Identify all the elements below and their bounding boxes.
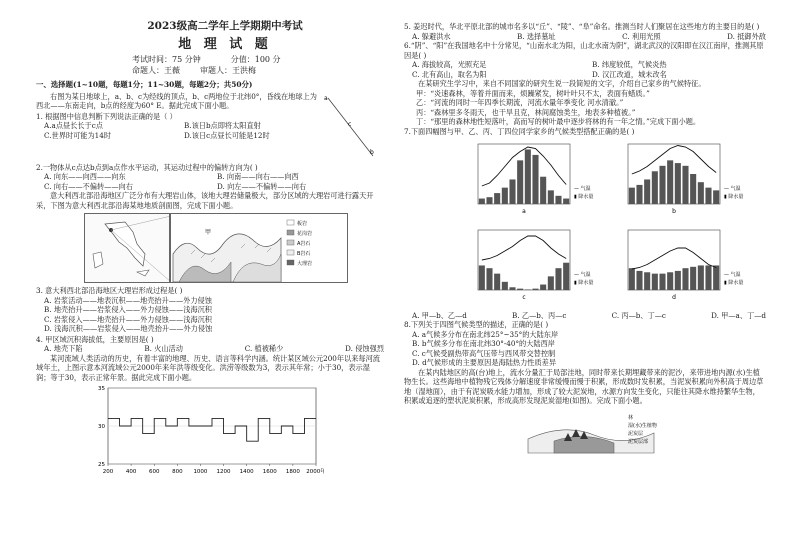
left-column [36, 20, 384, 479]
quote: 乙：“河流的同时一年四季长期流，河流水量年季变化 河水清澈。” [416, 98, 624, 107]
option[interactable]: C. 利用光照 [622, 31, 661, 41]
question-5-options [404, 32, 766, 42]
x-tick-label: 1400 [239, 469, 254, 476]
panel-label: b [672, 208, 676, 215]
legend-temperature: — 气温 [574, 272, 591, 278]
flood-level-chart [88, 384, 324, 476]
question-7-options [404, 311, 766, 321]
exam-title: 2023级高二学年上学期期中考试 [147, 20, 303, 32]
quote: 丁：“那里的森林地性短落叶，高而写的树叶最中逐步将林的有一年之情。”完成下面小题。 [416, 117, 701, 126]
precipitation-bar [532, 155, 538, 204]
option[interactable]: B. 选择墓址 [517, 31, 556, 41]
precipitation-bar [659, 274, 665, 290]
precipitation-bar [705, 188, 711, 204]
exam-score: 分值：100 分 [230, 55, 281, 65]
precipitation-bar [486, 197, 492, 204]
right-column [404, 22, 766, 457]
precipitation-bar [675, 271, 681, 290]
option[interactable]: B. 火山活动 [144, 344, 183, 354]
precipitation-bar [555, 196, 561, 204]
precipitation-bar [532, 289, 538, 290]
option[interactable]: A. 甲—b、乙—d [412, 310, 467, 320]
option[interactable]: C.世界时可能为14时 [44, 130, 111, 140]
exam-authors [132, 66, 384, 77]
option[interactable]: D. d气候形成的主要原因是海陆热力性质差异 [412, 358, 557, 367]
question-4-options [36, 344, 384, 354]
precipitation-bar [675, 163, 681, 204]
option[interactable]: B. b气候多分布在南北纬30°-40°的大陆西岸 [412, 339, 555, 348]
flood-series-line [108, 419, 316, 442]
question-6: 6.“阴”、“阳”在我国地名中十分常见，“山南水北为阳，山北水南为阴”，湖北武汉的汉阳即在汉江南岸，推测其原因是( ) [404, 41, 764, 60]
option[interactable]: B. 地壳抬升——岩浆侵入——外力侵蚀——浅海沉积 [44, 305, 212, 315]
climate-panel [478, 230, 593, 301]
precipitation-bar [667, 160, 673, 204]
question-2: 2.一物体从c点达b点到a点作水平运动，其运动过程中的偏转方向为( ) [36, 162, 258, 172]
geologic-section [170, 213, 348, 283]
question-3-options [36, 296, 384, 334]
precipitation-bar [525, 289, 531, 290]
precipitation-bar [636, 271, 642, 290]
precipitation-bar [502, 282, 508, 290]
precipitation-bar [555, 268, 561, 290]
geology-figure [84, 213, 348, 283]
wetland-label: 林 [628, 414, 634, 421]
precipitation-bar [494, 274, 500, 290]
section-heading: 一、选择题(1~10题，每题1分；11~30题，每题2分；共50分) [36, 80, 253, 90]
precipitation-bar [713, 190, 719, 204]
option[interactable]: B. 向南——向右——向西 [217, 172, 299, 182]
question-8: 8.下列关于四图气候类型的描述，正确的是( ) [404, 320, 549, 329]
option[interactable]: D. 浅海沉积——岩浆侵入——地壳抬升——外力侵蚀 [44, 324, 213, 334]
student-quotes [404, 89, 766, 127]
x-tick-label: 1600 [262, 469, 277, 476]
x-tick-label: 1800 [285, 469, 300, 476]
climate-panel [478, 144, 593, 215]
legend-label: A岩石 [297, 241, 311, 248]
precipitation-bar [494, 193, 500, 204]
quote: 甲：“炎速森林，等着并面而来，烦躁紧发，树叶叶只不太，表面有蜡质。” [416, 88, 650, 98]
option[interactable]: C. 向右——不偏转——向右 [44, 181, 133, 191]
option[interactable]: A. 海拔较高，光照充足 [412, 60, 487, 69]
quote: 丙：“森林里多冬雨天，也干旱且克，林间腐蚀类生，地表多种植被。” [416, 107, 636, 117]
climate-charts [460, 138, 760, 308]
option[interactable]: B.该日b点即将太阳直射 [184, 121, 261, 131]
wetland-label: 泥炭层 [628, 430, 644, 437]
panel-label: a [522, 208, 526, 215]
x-tick-label: 800 [172, 469, 183, 476]
precipitation-bar [548, 190, 554, 204]
option[interactable]: D. 向左——不偏转——向右 [217, 181, 307, 191]
option[interactable]: C. 植被稀少 [244, 344, 284, 354]
precipitation-bar [713, 265, 719, 290]
question-3: 3. 意大利西北部沿海地区大理岩形成过程是( ) [36, 286, 183, 296]
x-tick-label: 2000年 [306, 469, 324, 476]
exam-meta [132, 55, 384, 66]
option[interactable]: C. 北有高山，取名为阳 [412, 69, 487, 79]
precipitation-bar [652, 274, 658, 290]
legend-precipitation: ▮ 降水量 [574, 194, 594, 200]
option[interactable]: A.a点昼长长于c点 [44, 121, 103, 131]
intro-paragraph: 右图为某日地球上，a、b、c为经线的顶点，b、c两地位于北纬0°，昏线在地球上为西北——东南走向，b点的经度为60° E。据此完成下面小题。 [36, 91, 317, 111]
precipitation-bar [540, 177, 546, 204]
legend-precipitation: ▮ 降水量 [724, 280, 744, 286]
precipitation-bar [540, 285, 546, 290]
precipitation-bar [563, 263, 569, 290]
wetland-label: 泥炭层部 [628, 438, 649, 445]
question-1: 1. 根据图中信息判断下列说法正确的是（ ） [36, 111, 177, 121]
svg-text:b: b [370, 148, 374, 156]
legend-label: 花岗岩 [297, 231, 313, 238]
precipitation-bar [690, 174, 696, 204]
precipitation-bar [644, 272, 650, 290]
exam-time: 考试时间：75 分钟 [132, 55, 201, 65]
precipitation-bar [690, 267, 696, 290]
legend-label: 板岩 [297, 221, 308, 228]
option[interactable]: D. 侵蚀强烈 [345, 344, 384, 354]
question-2-options [36, 172, 384, 191]
precipitation-bar [525, 149, 531, 204]
question-1-options [36, 121, 318, 140]
question-7: 7.下面四幅图与甲、乙、丙、丁四位同学家乡的气候类型搭配正确的是( ) [404, 126, 635, 136]
svg-text:甲: 甲 [205, 229, 212, 237]
legend-temperature: — 气温 [724, 186, 741, 192]
option[interactable]: C. c气候受副热带高气压带与西风带交替控制 [412, 348, 556, 358]
precipitation-bar [517, 289, 523, 290]
precipitation-bar [659, 166, 665, 204]
panel-label: d [672, 294, 676, 301]
precipitation-bar [682, 268, 688, 290]
option[interactable]: B. 纬度较低，气候炎热 [592, 60, 667, 69]
intro-paragraph: 在某内陆地区的高(台)地上，流水分量汇于局部洼地，同时带来长期埋藏带来的泥沙，来带进地内源(水)生植物生长。这些海地中植物残它残体分解速度非常缓慢而慢于积累，形成数时发积累，当泥炭积累向外积高于周边草地（湿地面），由于有泥炭吸水能力增加，形成了较大泥炭地，水源方向发生变化，只能往其降水维持繁华生物，积累或追逐的塑状泥炭积累，形成高形发现泥炭湿地(如图)。完成下面小题。 [404, 367, 764, 405]
precipitation-bar [502, 188, 508, 204]
panel-label: c [522, 294, 526, 301]
svg-text:c: c [348, 120, 352, 128]
climate-panel [628, 144, 743, 215]
question-6-options [404, 60, 766, 79]
italy-map [84, 213, 170, 283]
earth-line-figure [318, 92, 378, 162]
option[interactable]: C. 岩浆侵入——地壳抬升——外力侵蚀——浅海沉积 [44, 314, 212, 324]
option[interactable]: A. 躲避洪水 [412, 31, 451, 41]
x-tick-label: 400 [125, 469, 137, 476]
legend-label: 大理岩 [297, 261, 313, 268]
precipitation-bar [698, 265, 704, 290]
option[interactable]: A. a气候多分布在南北纬25°~35°的大陆东岸 [412, 329, 559, 339]
precipitation-bar [509, 287, 515, 290]
precipitation-bar [509, 179, 515, 204]
precipitation-bar [698, 182, 704, 204]
x-tick-label: 600 [148, 469, 160, 476]
legend-label: B岩石 [297, 251, 311, 258]
wetland-label: 湿(水)生植物 [628, 422, 657, 429]
svg-text:a: a [324, 94, 328, 102]
option[interactable]: D.该日c点昼长可能是12时 [184, 130, 270, 140]
x-tick-label: 1200 [216, 469, 231, 476]
precipitation-bar [479, 265, 485, 290]
precipitation-bar [636, 185, 642, 204]
legend-temperature: — 气温 [574, 186, 591, 192]
precipitation-bar [548, 276, 554, 290]
climate-panel [628, 230, 743, 301]
option[interactable]: A. 向东——向西——向东 [44, 172, 126, 182]
exam-reviewer: 审题人：王洪梅 [200, 65, 256, 75]
option[interactable]: D. 抵御外敌 [727, 31, 766, 41]
intro-paragraph: 某河流域人类活动的历史，有着丰富的地理、历史、语言等科学内涵。统计某区域公元200年以来每河流域年土，上图示意本河流域公元2000年来年洪等级变化。洪涝等级数为3，表示其年常；小于30，表示湿润；等于30，表示正常年景。据此完成下面小题。 [36, 353, 380, 382]
precipitation-bar [705, 265, 711, 290]
y-tick-label: 30 [98, 424, 105, 431]
option[interactable]: C. 丙—b、丁—c [611, 310, 666, 320]
precipitation-bar [629, 268, 635, 290]
precipitation-bar [644, 179, 650, 204]
y-tick-label: 35 [98, 386, 105, 393]
panel-frame [478, 144, 570, 204]
precipitation-bar [517, 160, 523, 204]
precipitation-bar [682, 166, 688, 204]
legend-temperature: — 气温 [724, 272, 741, 278]
legend-precipitation: ▮ 降水量 [724, 194, 744, 200]
peat-wetland-diagram [524, 409, 674, 455]
question-4: 4. 甲区域沉积海拔低，主要原因是( ) [36, 334, 154, 344]
x-tick-label: 200 [102, 469, 114, 476]
precipitation-bar [563, 199, 569, 204]
option[interactable]: B. 乙—b、丙—c [512, 310, 567, 320]
legend-precipitation: ▮ 降水量 [574, 280, 594, 286]
precipitation-bar [652, 171, 658, 204]
option[interactable]: A. 岩浆活动——地表沉积——地壳抬升——外力侵蚀 [44, 295, 212, 305]
question-8-options [404, 330, 766, 368]
precipitation-bar [486, 268, 492, 290]
option[interactable]: D. 汉江改道，城未改名 [592, 69, 667, 79]
intro-paragraph: 意大利西北部沿海地区广泛分布有大理岩山体，该地大理岩储量极大，部分区域的大理岩可进行露天开采，下图为意大利西北部沿海某地地质剖面图，完成下面小题。 [36, 191, 374, 210]
exam-subject: 地 理 试 题 [178, 36, 272, 52]
precipitation-bar [629, 188, 635, 204]
question-5: 5. 姜迟时代，华北平原北部的城市名多以“丘”、“陵”、“阜”命名。推测当时人们聚居在这些地方的主要目的是( ) [404, 22, 760, 31]
precipitation-bar [479, 199, 485, 204]
option[interactable]: D. 甲—a、丁—d [711, 310, 766, 320]
intro-paragraph: 在某研究生学习中，来自不同国家的研究生说一段简短的文字，介绍自己家乡的气候特征。 [418, 79, 706, 88]
option[interactable]: A. 地壳下陷 [44, 344, 83, 354]
x-tick-label: 1000 [193, 469, 208, 476]
exam-author: 命题人：王薇 [132, 65, 180, 75]
precipitation-bar [667, 272, 673, 290]
y-tick-label: 25 [98, 462, 105, 469]
